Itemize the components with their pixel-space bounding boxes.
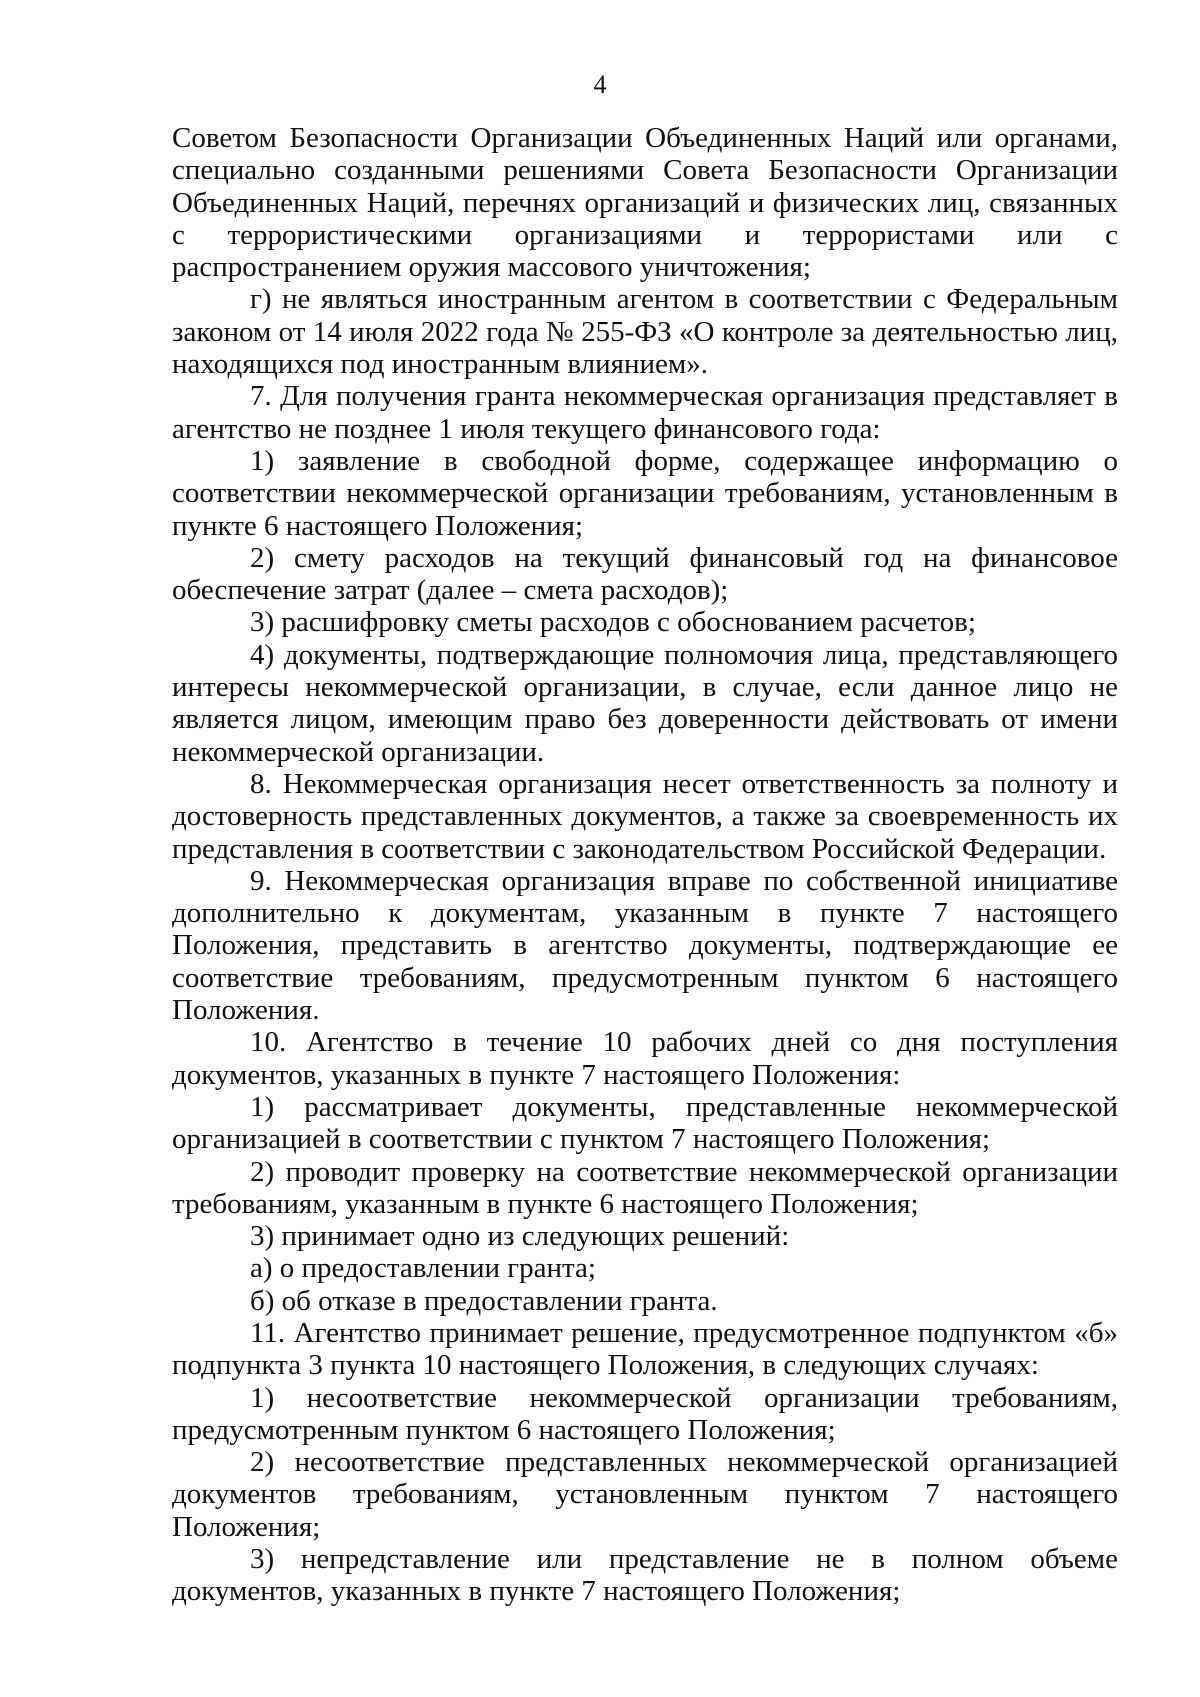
paragraph-clause-11-item-3: 3) непредставление или представление не в полном объеме документов, указанных в пункте 7 настоящего Положения;: [172, 1543, 1118, 1608]
paragraph-clause-10: 10. Агентство в течение 10 рабочих дней со дня поступления документов, указанных в пункте 7 настоящего Положения:: [172, 1026, 1118, 1091]
paragraph-clause-9: 9. Некоммерческая организация вправе по собственной инициативе дополнительно к документам, указанным в пункте 7 настоящего Положения, представить в агентство документы, подтверждающие ее соответствие требованиям, предусмотренным пунктом 6 настоящего Положения.: [172, 864, 1118, 1027]
paragraph-continuation: Советом Безопасности Организации Объединенных Наций или органами, специально созданными решениями Совета Безопасности Организации Объединенных Наций, перечнях организаций и физических лиц, связанных с террористическими организациями и террористами или с распространением оружия массового уничтожения;: [172, 122, 1118, 284]
paragraph-clause-10-item-1: 1) рассматривает документы, представленные некоммерческой организацией в соответствии с пунктом 7 настоящего Положения;: [172, 1090, 1118, 1156]
paragraph-clause-10-item-3b: б) об отказе в предоставлении гранта.: [250, 1284, 718, 1317]
paragraph-clause-8: 8. Некоммерческая организация несет ответственность за полноту и достоверность представленных документов, а также за своевременность их представления в соответствии с законодательством Российской Федерации.: [172, 767, 1118, 865]
paragraph-clause-10-item-3a: а) о предоставлении гранта;: [250, 1252, 596, 1285]
paragraph-clause-7: 7. Для получения гранта некоммерческая организация представляет в агентство не позднее 1 июля текущего финансового года:: [172, 380, 1118, 445]
paragraph-clause-7-item-3: 3) расшифровку сметы расходов с обоснованием расчетов;: [250, 606, 976, 639]
paragraph-clause-11-item-1: 1) несоответствие некоммерческой организации требованиям, предусмотренным пунктом 6 настоящего Положения;: [172, 1381, 1118, 1446]
paragraph-clause-7-item-4: 4) документы, подтверждающие полномочия лица, представляющего интересы некоммерческой организации, в случае, если данное лицо не является лицом, имеющим право без доверенности действовать от имени некоммерческой организации.: [172, 638, 1118, 768]
paragraph-item-g: г) не являться иностранным агентом в соответствии с Федеральным законом от 14 июля 2022 года № 255-ФЗ «О контроле за деятельностью лиц, находящихся под иностранным влиянием».: [172, 283, 1118, 381]
paragraph-clause-11: 11. Агентство принимает решение, предусмотренное подпунктом «б» подпункта 3 пункта 10 настоящего Положения, в следующих случаях:: [172, 1316, 1118, 1382]
paragraph-clause-11-item-2: 2) несоответствие представленных некоммерческой организацией документов требованиям, установленным пунктом 7 настоящего Положения;: [172, 1446, 1118, 1543]
paragraph-clause-7-item-1: 1) заявление в свободной форме, содержащее информацию о соответствии некоммерческой организации требованиям, установленным в пункте 6 настоящего Положения;: [172, 444, 1118, 542]
paragraph-clause-7-item-2: 2) смету расходов на текущий финансовый год на финансовое обеспечение затрат (далее – смета расходов);: [172, 541, 1118, 607]
paragraph-clause-10-item-2: 2) проводит проверку на соответствие некоммерческой организации требованиям, указанным в пункте 6 настоящего Положения;: [172, 1155, 1118, 1220]
document-body: [172, 122, 1118, 1608]
page-number: 4: [593, 70, 607, 99]
paragraph-clause-10-item-3: 3) принимает одно из следующих решений:: [250, 1220, 790, 1253]
